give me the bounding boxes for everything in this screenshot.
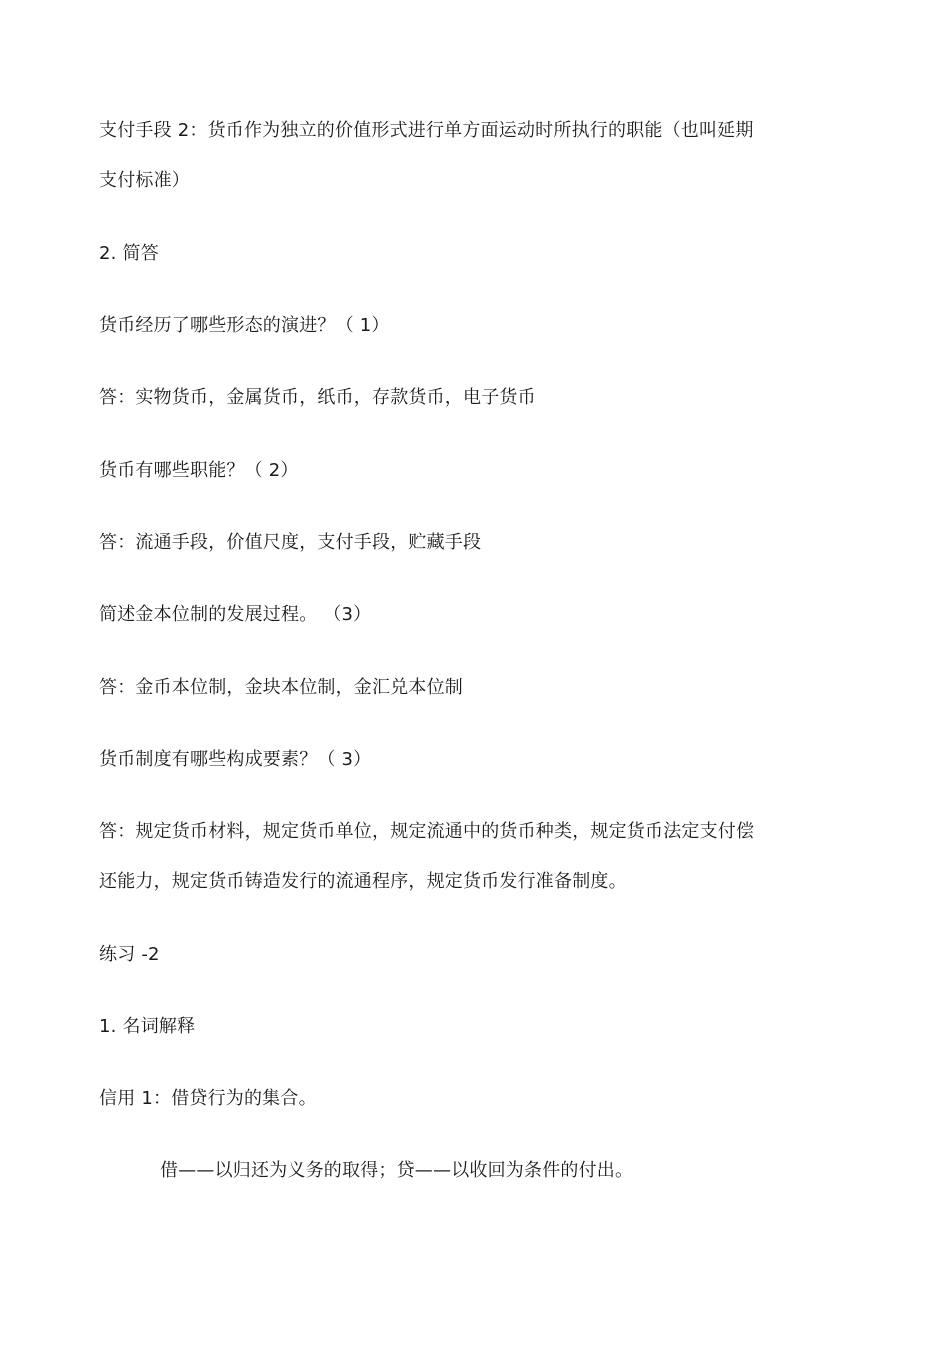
answer-4: 答：规定货币材料，规定货币单位，规定流通中的货币种类，规定货币法定支付偿 (99, 821, 755, 842)
definition-credit: 信用 1：借贷行为的集合。 (99, 1088, 317, 1109)
definition-payment-means: 支付手段 2：货币作为独立的价值形式进行单方面运动时所执行的职能（也叫延期 (99, 120, 754, 141)
question-3: 简述金本位制的发展过程。 （3） (99, 604, 372, 625)
answer-3: 答：金币本位制，金块本位制，金汇兑本位制 (99, 677, 463, 698)
section-heading-short-answer: 2. 简答 (99, 243, 159, 264)
answer-2: 答：流通手段，价值尺度，支付手段，贮藏手段 (99, 532, 482, 553)
question-2: 货币有哪些职能？（ 2） (99, 460, 299, 481)
answer-4-cont: 还能力，规定货币铸造发行的流通程序，规定货币发行准备制度。 (99, 871, 627, 892)
exercise-heading: 练习 -2 (99, 944, 160, 965)
section-heading-terms: 1. 名词解释 (99, 1016, 196, 1037)
question-1: 货币经历了哪些形态的演进？（ 1） (99, 315, 390, 336)
definition-payment-means-cont: 支付标准） (99, 170, 190, 191)
question-4: 货币制度有哪些构成要素？（ 3） (99, 749, 372, 770)
definition-credit-detail: 借——以归还为义务的取得；贷——以收回为条件的付出。 (160, 1160, 634, 1181)
answer-1: 答：实物货币，金属货币，纸币，存款货币，电子货币 (99, 387, 536, 408)
